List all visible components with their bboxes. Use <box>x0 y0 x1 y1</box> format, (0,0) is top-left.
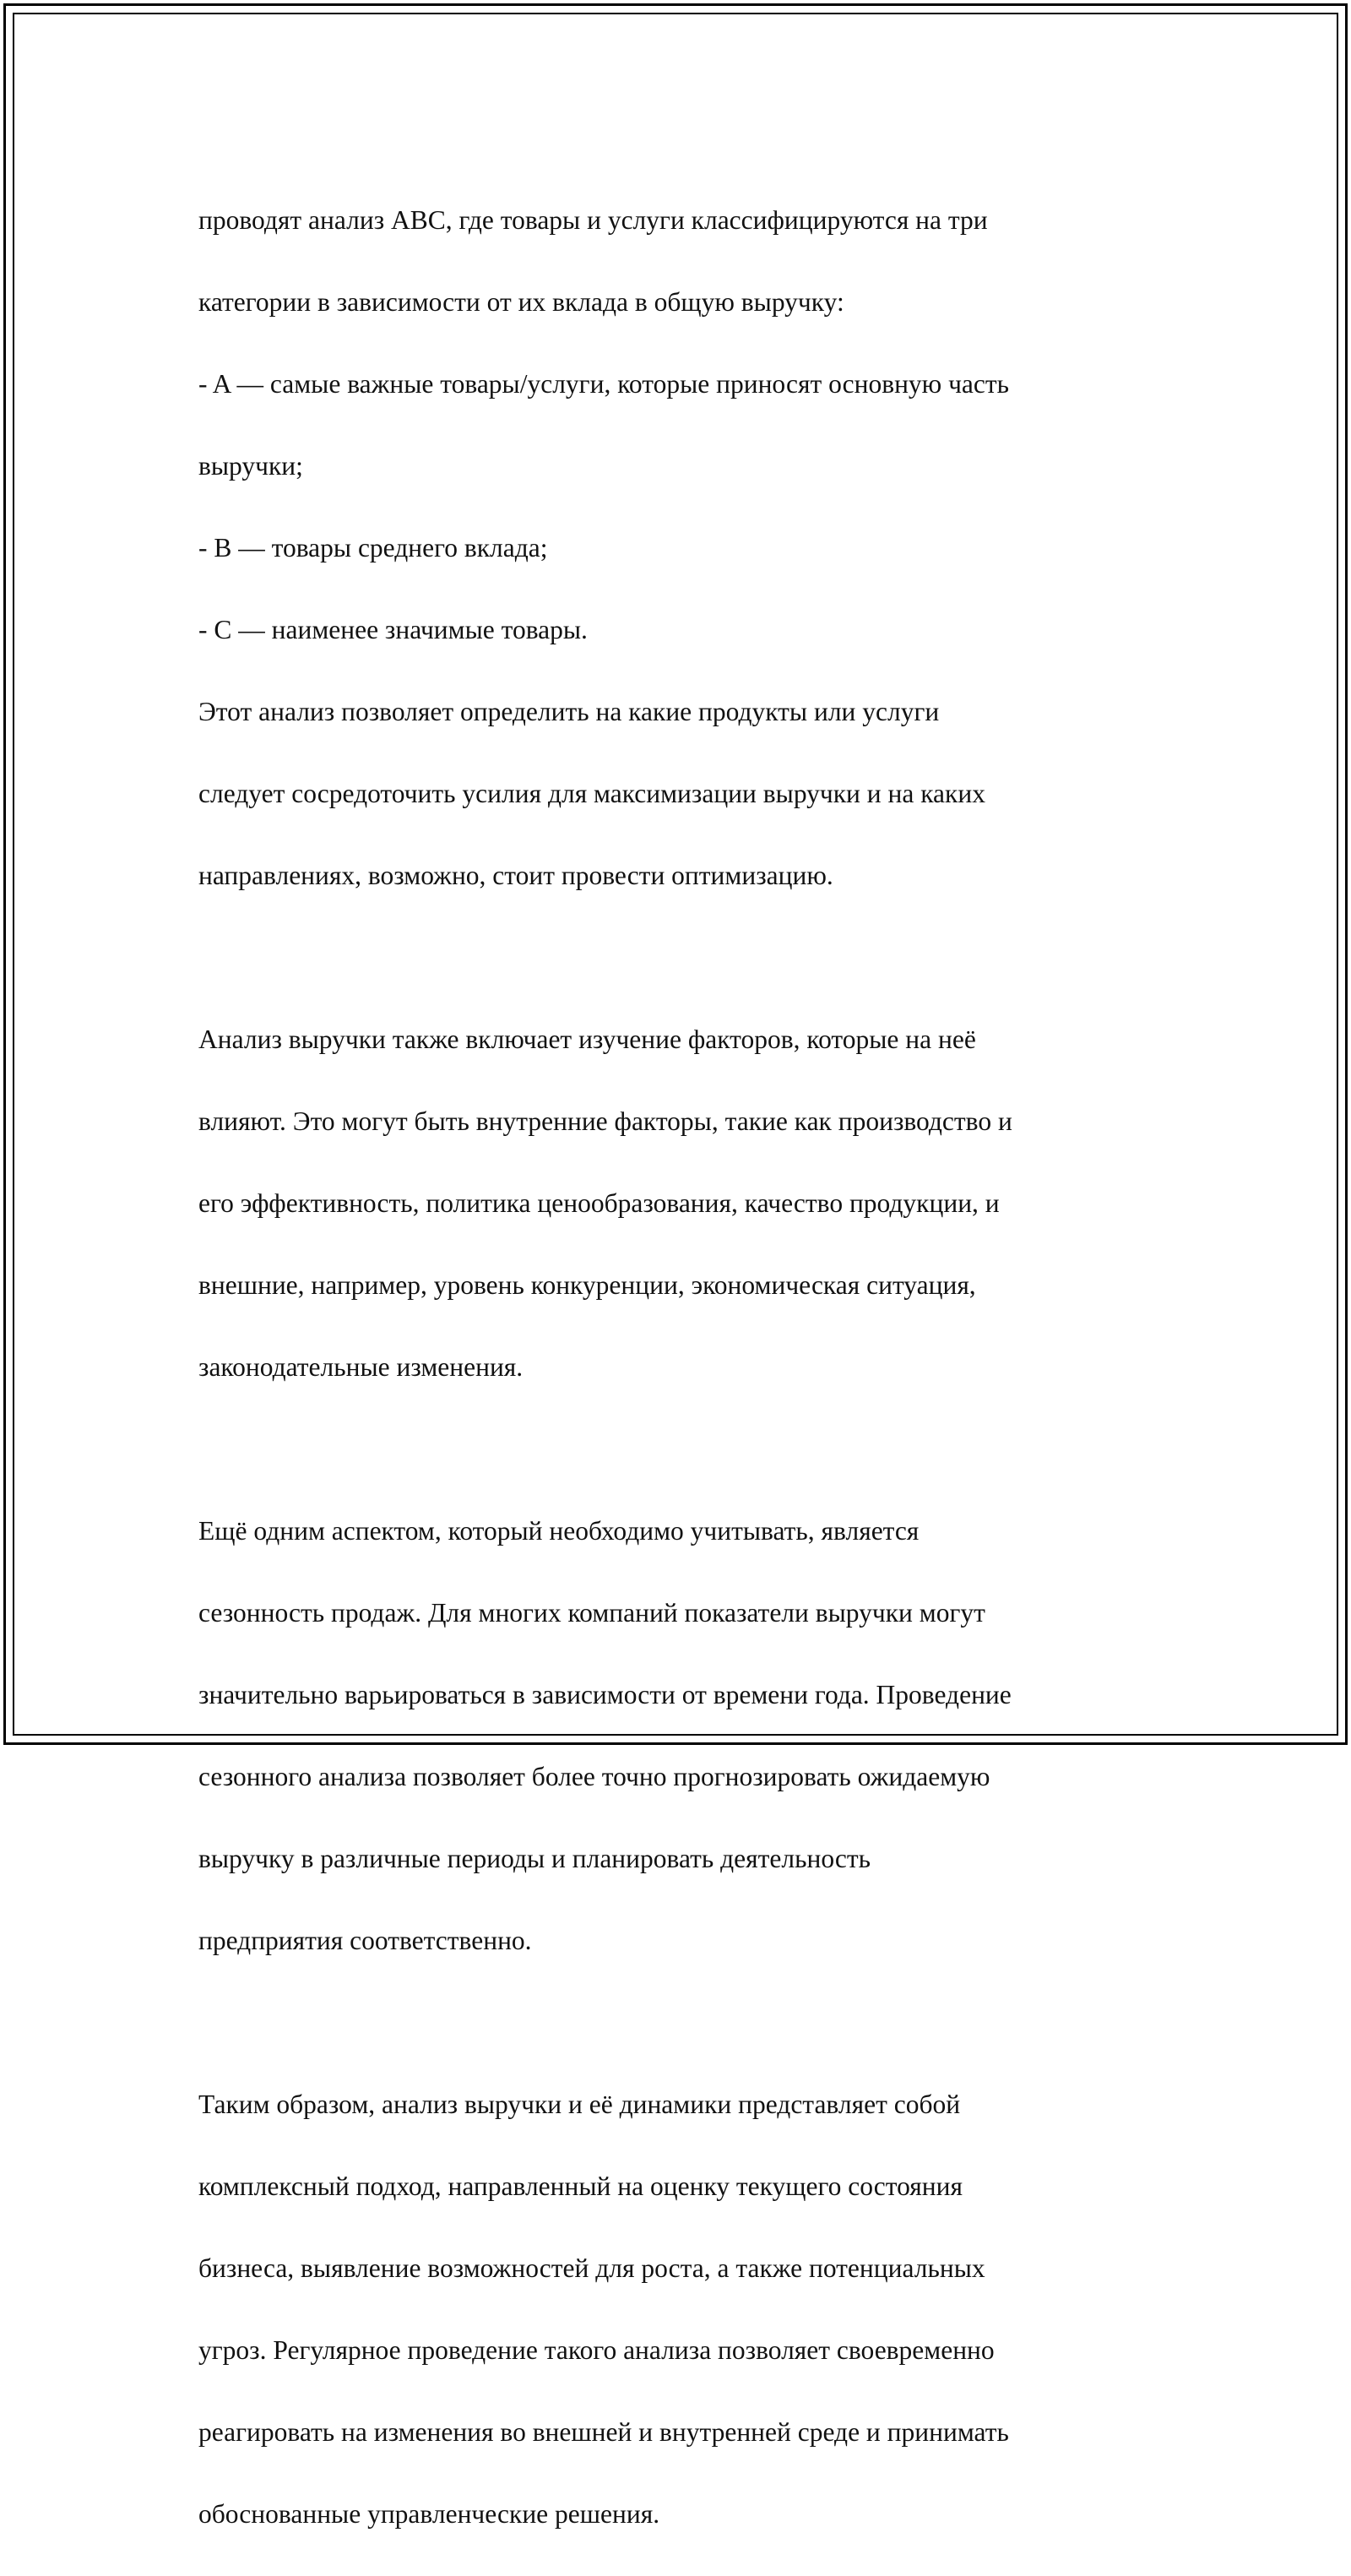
list-item-a-cont: выручки; <box>198 450 303 481</box>
text-line: выручку в различные периоды и планировать деятельность <box>198 1843 871 1873</box>
text-line: угроз. Регулярное проведение такого анализа позволяет своевременно <box>198 2334 995 2365</box>
text-line: Анализ выручки также включает изучение факторов, которые на неё <box>198 1024 976 1054</box>
paragraph-conclusion <box>198 2043 1161 2576</box>
list-item-c: - C — наименее значимые товары. <box>198 614 588 644</box>
text-line: сезонного анализа позволяет более точно прогнозировать ожидаемую <box>198 1761 990 1791</box>
document-body <box>198 159 1161 2576</box>
list-item-a: - A — самые важные товары/услуги, которые приносят основную часть <box>198 368 1010 399</box>
text-line: его эффективность, политика ценообразования, качество продукции, и <box>198 1187 1000 1218</box>
paragraph-seasonality <box>198 1470 1161 2003</box>
text-line: категории в зависимости от их вклада в общую выручку: <box>198 286 844 317</box>
text-line: сезонность продаж. Для многих компаний показатели выручки могут <box>198 1597 985 1628</box>
text-line: значительно варьироваться в зависимости от времени года. Проведение <box>198 1679 1012 1709</box>
text-line: законодательные изменения. <box>198 1351 524 1382</box>
text-line: следует сосредоточить усилия для максимизации выручки и на каких <box>198 778 985 808</box>
text-line: комплексный подход, направленный на оценку текущего состояния <box>198 2171 963 2201</box>
text-line: бизнеса, выявление возможностей для роста, а также потенциальных <box>198 2253 985 2283</box>
text-line: обоснованные управленческие решения. <box>198 2498 660 2529</box>
paragraph-revenue-factors <box>198 978 1161 1429</box>
text-line: влияют. Это могут быть внутренние факторы, такие как производство и <box>198 1106 1012 1136</box>
text-line: предприятия соответственно. <box>198 1925 532 1955</box>
text-line: Этот анализ позволяет определить на какие продукты или услуги <box>198 696 940 726</box>
paragraph-abc-analysis <box>198 159 1161 937</box>
text-line: Таким образом, анализ выручки и её динамики представляет собой <box>198 2089 961 2119</box>
text-line: Ещё одним аспектом, который необходимо учитывать, является <box>198 1515 920 1546</box>
text-line: реагировать на изменения во внешней и внутренней среде и принимать <box>198 2416 1009 2447</box>
text-line: направлениях, возможно, стоит провести оптимизацию. <box>198 860 833 890</box>
list-item-b: - B — товары среднего вклада; <box>198 532 548 562</box>
text-line: внешние, например, уровень конкуренции, экономическая ситуация, <box>198 1269 976 1300</box>
text-line: проводят анализ ABC, где товары и услуги классифицируются на три <box>198 204 988 235</box>
